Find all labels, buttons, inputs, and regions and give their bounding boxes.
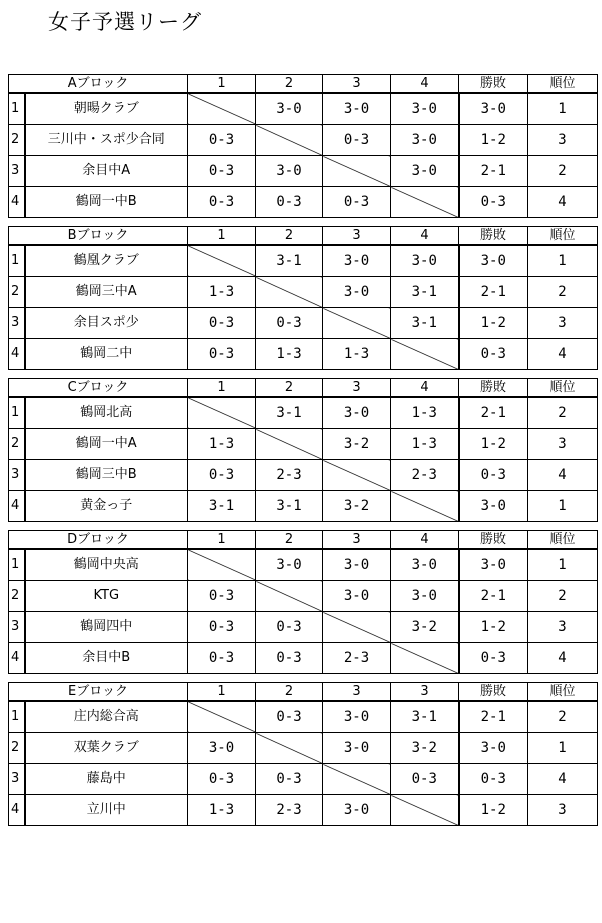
col-header: 1 xyxy=(188,683,256,702)
win-loss: 3-0 xyxy=(459,491,528,522)
row-number: 2 xyxy=(9,429,25,460)
league-blocks xyxy=(8,74,598,834)
match-result: 3-0 xyxy=(391,156,459,187)
table-row xyxy=(9,612,598,643)
col-header: 4 xyxy=(391,227,459,246)
self-match-diagonal xyxy=(323,764,391,795)
win-loss: 1-2 xyxy=(459,612,528,643)
match-result: 3-0 xyxy=(323,277,391,308)
self-match-diagonal xyxy=(323,612,391,643)
team-name: 余目中B xyxy=(25,643,188,674)
self-match-diagonal xyxy=(391,795,459,826)
row-number: 1 xyxy=(9,701,25,733)
rank: 3 xyxy=(528,612,598,643)
row-number: 3 xyxy=(9,612,25,643)
row-number: 2 xyxy=(9,125,25,156)
team-name: 余目スポ少 xyxy=(25,308,188,339)
rank: 4 xyxy=(528,187,598,218)
match-result: 1-3 xyxy=(188,429,256,460)
match-result: 3-2 xyxy=(391,612,459,643)
win-loss: 0-3 xyxy=(459,643,528,674)
match-result: 3-2 xyxy=(391,733,459,764)
row-number: 4 xyxy=(9,187,25,218)
rank: 4 xyxy=(528,764,598,795)
row-number: 3 xyxy=(9,764,25,795)
match-result: 0-3 xyxy=(256,764,323,795)
match-result: 0-3 xyxy=(188,156,256,187)
block-e-table xyxy=(8,682,598,826)
rank: 2 xyxy=(528,397,598,429)
col-header: 3 xyxy=(323,227,391,246)
win-loss: 2-1 xyxy=(459,277,528,308)
row-number: 3 xyxy=(9,156,25,187)
table-row xyxy=(9,308,598,339)
rank: 4 xyxy=(528,643,598,674)
team-name: 鶴岡二中 xyxy=(25,339,188,370)
match-result: 1-3 xyxy=(188,277,256,308)
self-match-diagonal xyxy=(188,93,256,125)
col-header: 4 xyxy=(391,379,459,398)
header-row xyxy=(9,379,598,398)
win-loss: 1-2 xyxy=(459,125,528,156)
team-name: 鶴岡中央高 xyxy=(25,549,188,581)
match-result: 3-1 xyxy=(256,397,323,429)
match-result: 0-3 xyxy=(188,764,256,795)
match-result: 0-3 xyxy=(256,643,323,674)
win-loss: 2-1 xyxy=(459,397,528,429)
team-name: 黄金っ子 xyxy=(25,491,188,522)
row-number: 2 xyxy=(9,581,25,612)
match-result: 3-0 xyxy=(256,93,323,125)
block-name: Eブロック xyxy=(9,683,188,702)
rank: 3 xyxy=(528,308,598,339)
match-result: 3-0 xyxy=(391,581,459,612)
match-result: 1-3 xyxy=(391,397,459,429)
match-result: 3-0 xyxy=(323,549,391,581)
col-header-winloss: 勝敗 xyxy=(459,531,528,550)
col-header: 3 xyxy=(323,379,391,398)
match-result: 3-1 xyxy=(256,245,323,277)
col-header: 4 xyxy=(391,531,459,550)
match-result: 3-0 xyxy=(323,701,391,733)
win-loss: 0-3 xyxy=(459,764,528,795)
team-name: 鶴岡三中A xyxy=(25,277,188,308)
match-result: 1-3 xyxy=(391,429,459,460)
match-result: 3-0 xyxy=(323,795,391,826)
table-row xyxy=(9,491,598,522)
team-name: 鶴岡一中B xyxy=(25,187,188,218)
row-number: 1 xyxy=(9,245,25,277)
match-result: 3-0 xyxy=(323,733,391,764)
team-name: 立川中 xyxy=(25,795,188,826)
self-match-diagonal xyxy=(391,339,459,370)
match-result: 0-3 xyxy=(188,187,256,218)
block-a-table xyxy=(8,74,598,218)
match-result: 3-0 xyxy=(256,156,323,187)
col-header-winloss: 勝敗 xyxy=(459,379,528,398)
row-number: 3 xyxy=(9,460,25,491)
match-result: 0-3 xyxy=(256,612,323,643)
col-header: 1 xyxy=(188,75,256,94)
match-result: 3-2 xyxy=(323,429,391,460)
rank: 2 xyxy=(528,277,598,308)
header-row xyxy=(9,531,598,550)
table-row xyxy=(9,795,598,826)
row-number: 1 xyxy=(9,397,25,429)
rank: 2 xyxy=(528,581,598,612)
win-loss: 0-3 xyxy=(459,187,528,218)
match-result: 3-1 xyxy=(391,701,459,733)
row-number: 2 xyxy=(9,733,25,764)
table-row xyxy=(9,460,598,491)
rank: 1 xyxy=(528,549,598,581)
team-name: 鶴岡北高 xyxy=(25,397,188,429)
win-loss: 2-1 xyxy=(459,581,528,612)
table-row xyxy=(9,339,598,370)
win-loss: 0-3 xyxy=(459,339,528,370)
match-result: 0-3 xyxy=(323,187,391,218)
match-result: 3-0 xyxy=(323,245,391,277)
table-row xyxy=(9,429,598,460)
rank: 3 xyxy=(528,795,598,826)
page-title: 女子予選リーグ xyxy=(48,10,202,34)
col-header-winloss: 勝敗 xyxy=(459,75,528,94)
self-match-diagonal xyxy=(256,733,323,764)
col-header: 2 xyxy=(256,379,323,398)
match-result: 0-3 xyxy=(188,460,256,491)
match-result: 0-3 xyxy=(391,764,459,795)
match-result: 3-1 xyxy=(188,491,256,522)
table-row xyxy=(9,733,598,764)
table-row xyxy=(9,156,598,187)
table-row xyxy=(9,125,598,156)
team-name: 余目中A xyxy=(25,156,188,187)
col-header-winloss: 勝敗 xyxy=(459,683,528,702)
col-header: 2 xyxy=(256,227,323,246)
header-row xyxy=(9,227,598,246)
win-loss: 0-3 xyxy=(459,460,528,491)
col-header-winloss: 勝敗 xyxy=(459,227,528,246)
row-number: 4 xyxy=(9,795,25,826)
team-name: 鶴岡三中B xyxy=(25,460,188,491)
match-result: 3-1 xyxy=(391,277,459,308)
table-row xyxy=(9,643,598,674)
block-b-table xyxy=(8,226,598,370)
match-result: 3-0 xyxy=(323,397,391,429)
match-result: 0-3 xyxy=(256,187,323,218)
match-result: 0-3 xyxy=(256,701,323,733)
win-loss: 1-2 xyxy=(459,795,528,826)
match-result: 3-1 xyxy=(391,308,459,339)
block-d-table xyxy=(8,530,598,674)
table-row xyxy=(9,397,598,429)
col-header: 2 xyxy=(256,75,323,94)
team-name: 鶴岡一中A xyxy=(25,429,188,460)
match-result: 3-0 xyxy=(323,581,391,612)
rank: 2 xyxy=(528,156,598,187)
self-match-diagonal xyxy=(391,491,459,522)
match-result: 3-0 xyxy=(188,733,256,764)
rank: 1 xyxy=(528,491,598,522)
team-name: 鶴凰クラブ xyxy=(25,245,188,277)
team-name: 三川中・スポ少合同 xyxy=(25,125,188,156)
row-number: 2 xyxy=(9,277,25,308)
win-loss: 3-0 xyxy=(459,93,528,125)
match-result: 0-3 xyxy=(188,643,256,674)
rank: 2 xyxy=(528,701,598,733)
match-result: 0-3 xyxy=(188,125,256,156)
match-result: 3-1 xyxy=(256,491,323,522)
self-match-diagonal xyxy=(188,397,256,429)
table-row xyxy=(9,277,598,308)
win-loss: 2-1 xyxy=(459,701,528,733)
win-loss: 3-0 xyxy=(459,245,528,277)
table-row xyxy=(9,581,598,612)
col-header: 3 xyxy=(323,683,391,702)
self-match-diagonal xyxy=(256,581,323,612)
col-header-rank: 順位 xyxy=(528,683,598,702)
rank: 4 xyxy=(528,339,598,370)
table-row xyxy=(9,549,598,581)
table-row xyxy=(9,764,598,795)
match-result: 0-3 xyxy=(188,339,256,370)
block-c-table xyxy=(8,378,598,522)
row-number: 4 xyxy=(9,491,25,522)
block-name: Dブロック xyxy=(9,531,188,550)
match-result: 2-3 xyxy=(391,460,459,491)
header-row xyxy=(9,75,598,94)
rank: 1 xyxy=(528,733,598,764)
match-result: 0-3 xyxy=(256,308,323,339)
team-name: KTG xyxy=(25,581,188,612)
match-result: 3-0 xyxy=(323,93,391,125)
match-result: 1-3 xyxy=(188,795,256,826)
col-header: 2 xyxy=(256,531,323,550)
self-match-diagonal xyxy=(391,643,459,674)
block-name: Aブロック xyxy=(9,75,188,94)
self-match-diagonal xyxy=(188,245,256,277)
block-name: Bブロック xyxy=(9,227,188,246)
rank: 1 xyxy=(528,93,598,125)
col-header: 3 xyxy=(323,531,391,550)
rank: 3 xyxy=(528,125,598,156)
win-loss: 1-2 xyxy=(459,308,528,339)
match-result: 3-0 xyxy=(391,549,459,581)
match-result: 3-0 xyxy=(391,125,459,156)
win-loss: 2-1 xyxy=(459,156,528,187)
col-header: 1 xyxy=(188,531,256,550)
header-row xyxy=(9,683,598,702)
match-result: 1-3 xyxy=(256,339,323,370)
team-name: 鶴岡四中 xyxy=(25,612,188,643)
win-loss: 1-2 xyxy=(459,429,528,460)
match-result: 0-3 xyxy=(188,308,256,339)
team-name: 朝暘クラブ xyxy=(25,93,188,125)
col-header: 2 xyxy=(256,683,323,702)
match-result: 0-3 xyxy=(188,581,256,612)
team-name: 双葉クラブ xyxy=(25,733,188,764)
table-row xyxy=(9,245,598,277)
match-result: 3-0 xyxy=(391,245,459,277)
match-result: 0-3 xyxy=(323,125,391,156)
col-header: 3 xyxy=(391,683,459,702)
self-match-diagonal xyxy=(256,429,323,460)
col-header-rank: 順位 xyxy=(528,75,598,94)
col-header: 1 xyxy=(188,379,256,398)
col-header: 1 xyxy=(188,227,256,246)
team-name: 庄内総合高 xyxy=(25,701,188,733)
match-result: 0-3 xyxy=(188,612,256,643)
self-match-diagonal xyxy=(323,156,391,187)
team-name: 藤島中 xyxy=(25,764,188,795)
match-result: 2-3 xyxy=(256,795,323,826)
self-match-diagonal xyxy=(323,308,391,339)
match-result: 2-3 xyxy=(256,460,323,491)
rank: 4 xyxy=(528,460,598,491)
self-match-diagonal xyxy=(188,701,256,733)
row-number: 4 xyxy=(9,643,25,674)
row-number: 1 xyxy=(9,549,25,581)
row-number: 4 xyxy=(9,339,25,370)
self-match-diagonal xyxy=(323,460,391,491)
col-header: 3 xyxy=(323,75,391,94)
self-match-diagonal xyxy=(256,277,323,308)
col-header-rank: 順位 xyxy=(528,531,598,550)
match-result: 3-0 xyxy=(391,93,459,125)
row-number: 1 xyxy=(9,93,25,125)
win-loss: 3-0 xyxy=(459,733,528,764)
match-result: 3-0 xyxy=(256,549,323,581)
rank: 3 xyxy=(528,429,598,460)
match-result: 2-3 xyxy=(323,643,391,674)
table-row xyxy=(9,187,598,218)
win-loss: 3-0 xyxy=(459,549,528,581)
self-match-diagonal xyxy=(256,125,323,156)
block-name: Cブロック xyxy=(9,379,188,398)
col-header: 4 xyxy=(391,75,459,94)
table-row xyxy=(9,701,598,733)
col-header-rank: 順位 xyxy=(528,379,598,398)
table-row xyxy=(9,93,598,125)
rank: 1 xyxy=(528,245,598,277)
self-match-diagonal xyxy=(391,187,459,218)
self-match-diagonal xyxy=(188,549,256,581)
col-header-rank: 順位 xyxy=(528,227,598,246)
row-number: 3 xyxy=(9,308,25,339)
match-result: 3-2 xyxy=(323,491,391,522)
match-result: 1-3 xyxy=(323,339,391,370)
